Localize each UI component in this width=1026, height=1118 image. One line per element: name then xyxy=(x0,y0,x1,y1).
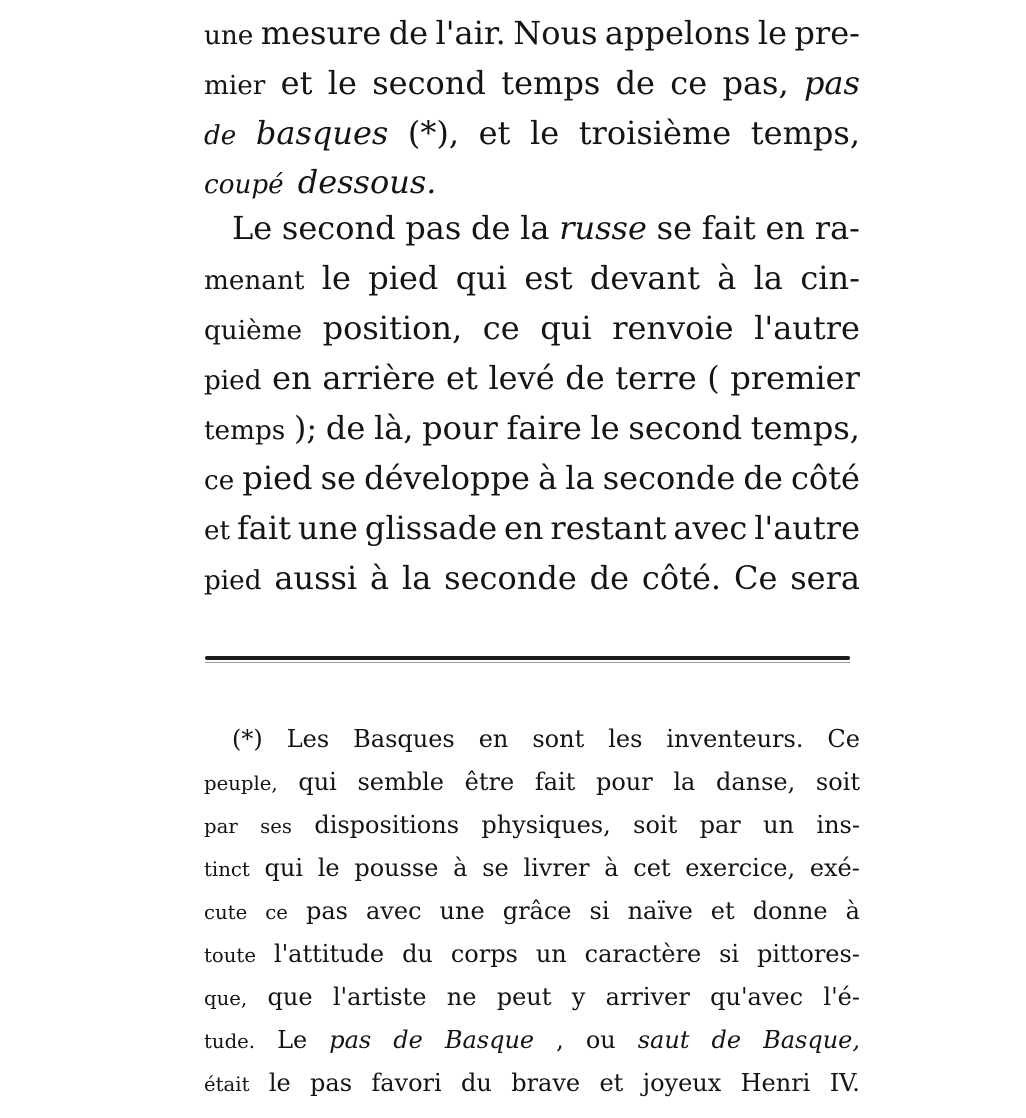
word: pas xyxy=(803,64,860,102)
word: devant xyxy=(589,259,700,297)
word: danse, xyxy=(715,768,796,796)
text-line xyxy=(204,508,860,548)
word: temps xyxy=(204,416,286,446)
word: de xyxy=(471,209,511,247)
word: joyeux xyxy=(642,1069,722,1097)
word: saut xyxy=(637,1026,690,1054)
word: côté. xyxy=(641,559,722,597)
word: (*), xyxy=(407,114,460,152)
word: qui xyxy=(298,768,337,796)
footnote-line xyxy=(204,894,860,928)
word: aussi xyxy=(274,559,358,597)
word: exercice, xyxy=(685,854,796,882)
word: l'air. xyxy=(435,14,506,52)
word: Basques xyxy=(353,725,455,753)
word: de xyxy=(743,459,783,497)
word: temps, xyxy=(750,409,860,447)
word: le xyxy=(327,64,357,102)
word: Le xyxy=(277,1026,308,1054)
word: faire xyxy=(506,409,582,447)
word: ou xyxy=(585,1026,616,1054)
footnote-line xyxy=(204,1066,860,1100)
word: en xyxy=(503,509,544,547)
word: ins- xyxy=(816,811,860,839)
word: temps xyxy=(501,64,601,102)
word: pittores- xyxy=(757,940,860,968)
word: ce xyxy=(670,64,708,102)
word: ); xyxy=(293,409,318,447)
word: se xyxy=(320,459,356,497)
word: et xyxy=(710,897,735,925)
footnote-line xyxy=(204,808,860,842)
footnote-separator-rule xyxy=(205,656,850,660)
word: à xyxy=(538,459,558,497)
word: que, xyxy=(204,987,248,1010)
word: l'attitude xyxy=(273,940,385,968)
word: naïve xyxy=(627,897,693,925)
word: basques xyxy=(255,114,389,152)
word: fait xyxy=(236,509,291,547)
word: sont xyxy=(532,725,585,753)
word: développe xyxy=(364,459,530,497)
word: si xyxy=(719,940,740,968)
word: ra- xyxy=(814,209,860,247)
word: tude. xyxy=(204,1030,256,1053)
word: le xyxy=(529,114,560,152)
word: coupé xyxy=(204,170,284,200)
word: se xyxy=(482,854,509,882)
word: qui xyxy=(264,854,304,882)
word: grâce xyxy=(502,897,572,925)
word: pre- xyxy=(794,14,860,52)
word: les xyxy=(608,725,643,753)
word: pied xyxy=(204,366,262,396)
word: à xyxy=(604,854,619,882)
word: physiques, xyxy=(481,811,611,839)
word: fait xyxy=(534,768,576,796)
word: exé- xyxy=(809,854,860,882)
word: est xyxy=(524,259,573,297)
word: de xyxy=(393,1026,423,1054)
word: Henri xyxy=(740,1069,811,1097)
text-line xyxy=(204,458,860,498)
word: soit xyxy=(815,768,860,796)
word: par xyxy=(204,815,238,838)
word: , xyxy=(556,1026,564,1054)
word: mier xyxy=(204,71,266,101)
word: qu'avec xyxy=(710,983,804,1011)
word: tinct xyxy=(204,858,250,881)
word: peuple, xyxy=(204,772,278,795)
word: second xyxy=(372,64,486,102)
word: avec xyxy=(366,897,422,925)
word: glissade xyxy=(364,509,498,547)
word: renvoie xyxy=(612,309,734,347)
word: côté xyxy=(790,459,860,497)
word: IV. xyxy=(829,1069,860,1097)
word: restant xyxy=(550,509,667,547)
text-line xyxy=(232,208,860,248)
footnote-line xyxy=(204,765,860,799)
word: Basque, xyxy=(763,1026,860,1054)
word: donne xyxy=(752,897,828,925)
word: l'é- xyxy=(823,983,860,1011)
word: arrière xyxy=(322,359,436,397)
word: de xyxy=(565,359,605,397)
word: cin- xyxy=(800,259,860,297)
word: appelons xyxy=(604,14,751,52)
footnote-line xyxy=(204,980,860,1014)
word: troisième xyxy=(578,114,732,152)
word: ce xyxy=(204,466,235,496)
word: était xyxy=(204,1073,250,1096)
word: la xyxy=(753,259,783,297)
word: second xyxy=(281,209,396,247)
word: à xyxy=(453,854,468,882)
word: peut xyxy=(496,983,552,1011)
word: dessous. xyxy=(297,163,437,201)
word: du xyxy=(461,1069,492,1097)
word: quième xyxy=(204,316,303,346)
word: Ce xyxy=(733,559,778,597)
word: pas, xyxy=(722,64,789,102)
word: Ce xyxy=(827,725,860,753)
word: pas xyxy=(305,897,348,925)
word: sera xyxy=(790,559,860,597)
word: pied xyxy=(368,259,439,297)
word: pied xyxy=(242,459,313,497)
word: seconde xyxy=(444,559,577,597)
footnote-line xyxy=(204,1023,860,1057)
word: en xyxy=(478,725,509,753)
word: de xyxy=(615,64,655,102)
word: ses xyxy=(260,815,292,838)
word: levé xyxy=(488,359,555,397)
word: menant xyxy=(204,266,305,296)
word: et xyxy=(599,1069,624,1097)
word: le xyxy=(317,854,340,882)
word: du xyxy=(402,940,433,968)
word: à xyxy=(370,559,390,597)
word: de xyxy=(388,14,429,52)
word: pour xyxy=(595,768,653,796)
text-line xyxy=(204,113,860,153)
word: et xyxy=(204,516,231,546)
text-line xyxy=(204,358,860,398)
word: ne xyxy=(446,983,477,1011)
word: semble xyxy=(357,768,444,796)
word: arriver xyxy=(605,983,690,1011)
word: et xyxy=(280,64,313,102)
word: la xyxy=(520,209,550,247)
word: (*) xyxy=(232,725,263,753)
word: le xyxy=(321,259,351,297)
word: caractère xyxy=(584,940,702,968)
text-line xyxy=(204,408,860,448)
word: un xyxy=(763,811,795,839)
word: à xyxy=(845,897,860,925)
word: le xyxy=(757,14,788,52)
word: de xyxy=(589,559,630,597)
word: pied xyxy=(204,566,262,596)
word: l'artiste xyxy=(332,983,427,1011)
word: russe xyxy=(559,209,647,247)
word: par xyxy=(699,811,741,839)
word: en xyxy=(272,359,312,397)
word: Les xyxy=(286,725,330,753)
word: l'autre xyxy=(754,309,860,347)
word: Le xyxy=(232,209,273,247)
word: là, xyxy=(373,409,414,447)
word: ce xyxy=(482,309,520,347)
word: la xyxy=(565,459,595,497)
word: une xyxy=(204,21,254,51)
word: second xyxy=(628,409,743,447)
word: fait xyxy=(701,209,756,247)
word: pas xyxy=(405,209,462,247)
word: être xyxy=(464,768,515,796)
word: l'autre xyxy=(754,509,860,547)
word: pour xyxy=(422,409,498,447)
word: qui xyxy=(540,309,592,347)
word: position, xyxy=(322,309,463,347)
word: et xyxy=(446,359,478,397)
word: pousse xyxy=(354,854,439,882)
text-line xyxy=(204,162,860,202)
word: brave xyxy=(511,1069,581,1097)
text-line xyxy=(204,558,860,598)
word: en xyxy=(765,209,806,247)
word: et xyxy=(478,114,511,152)
word: mesure xyxy=(260,14,382,52)
word: y xyxy=(571,983,586,1011)
text-line xyxy=(204,308,860,348)
footnote-line xyxy=(204,851,860,885)
word: si xyxy=(589,897,610,925)
word: cute xyxy=(204,901,248,924)
word: dispositions xyxy=(314,811,460,839)
word: le xyxy=(268,1069,291,1097)
word: corps xyxy=(450,940,518,968)
word: cet xyxy=(633,854,671,882)
word: ce xyxy=(265,901,288,924)
word: à xyxy=(717,259,737,297)
word: une xyxy=(439,897,485,925)
word: qui xyxy=(455,259,508,297)
word: favori xyxy=(371,1069,442,1097)
word: premier xyxy=(730,359,860,397)
word: Basque xyxy=(444,1026,535,1054)
word: Nous xyxy=(513,14,598,52)
word: un xyxy=(535,940,567,968)
word: livrer xyxy=(523,854,590,882)
word: se xyxy=(656,209,692,247)
word: que xyxy=(267,983,313,1011)
footnote-line xyxy=(232,722,860,756)
text-line xyxy=(204,13,860,53)
word: terre xyxy=(615,359,697,397)
word: le xyxy=(590,409,620,447)
word: temps, xyxy=(750,114,860,152)
word: avec xyxy=(673,509,748,547)
text-line xyxy=(204,63,860,103)
word: pas xyxy=(329,1026,372,1054)
word: la xyxy=(401,559,432,597)
word: la xyxy=(673,768,696,796)
word: toute xyxy=(204,944,256,967)
word: une xyxy=(297,509,358,547)
word: inventeurs. xyxy=(666,725,804,753)
footnote-line xyxy=(204,937,860,971)
text-line xyxy=(204,258,860,298)
word: de xyxy=(325,409,366,447)
word: soit xyxy=(633,811,678,839)
word: de xyxy=(711,1026,742,1054)
word: ( xyxy=(707,359,720,397)
word: pas xyxy=(310,1069,353,1097)
word: de xyxy=(204,121,237,151)
word: seconde xyxy=(602,459,736,497)
